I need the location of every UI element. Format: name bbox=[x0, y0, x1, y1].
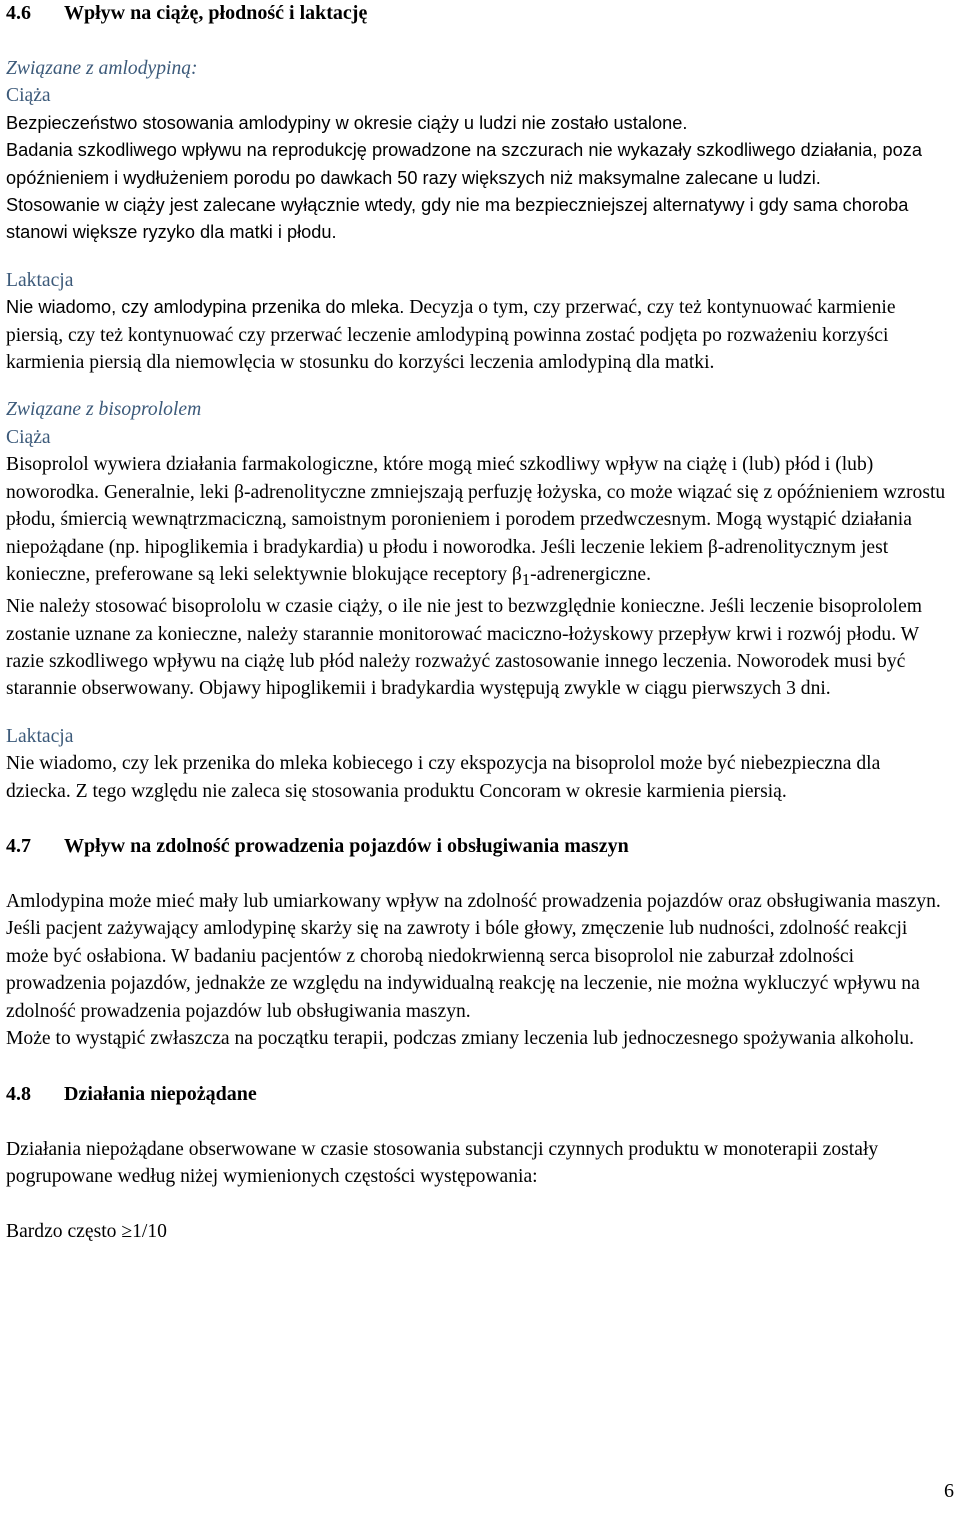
beta-subscript: 1 bbox=[521, 569, 531, 589]
amlodipine-lactation-text-b: Decyzja o tym, czy przerwać, czy też kontynuować karmienie piersią, czy też kontynuować czy przerwać leczenie amlodypiną powinna zostać podjęta po rozważeniu korzyści karmienia piersią dla niemowlęcia w stosunku do korzyści leczenia amlodypiną dla matki. bbox=[6, 297, 896, 374]
amlodipine-pregnancy-text-1: Bezpieczeństwo stosowania amlodypiny w okresie ciąży u ludzi nie zostało ustalone. bbox=[6, 112, 688, 133]
bisoprolol-pregnancy-text-b: -adrenergiczne. bbox=[530, 563, 652, 585]
section-4-7-text-2: Może to wystąpić zwłaszcza na początku terapii, podczas zmiany leczenia lub jednoczesnego spożywania alkoholu. bbox=[6, 1028, 915, 1050]
amlodipine-subheading: Związane z amlodypiną: bbox=[6, 58, 198, 79]
page-number: 6 bbox=[944, 1480, 954, 1502]
amlodipine-pregnancy-label: Ciąża bbox=[6, 85, 51, 107]
section-number: 4.6 bbox=[6, 2, 31, 24]
section-4-8-text-1: Działania niepożądane obserwowane w czasie stosowania substancji czynnych produktu w monoterapii zostały pogrupowane według niżej wymienionych częstości występowania: bbox=[6, 1138, 879, 1187]
section-number: 4.8 bbox=[6, 1082, 31, 1105]
bisoprolol-pregnancy-label: Ciąża bbox=[6, 426, 51, 448]
amlodipine-lactation-label: Laktacja bbox=[6, 269, 74, 291]
section-heading-4-7 bbox=[6, 833, 946, 860]
section-heading-4-6 bbox=[6, 0, 946, 27]
amlodipine-lactation-text bbox=[6, 294, 946, 376]
bisoprolol-lactation-label: Laktacja bbox=[6, 725, 74, 747]
amlodipine-pregnancy-text-3: Stosowanie w ciąży jest zalecane wyłącznie wtedy, gdy nie ma bezpieczniejszej alternatywy i gdy sama choroba stanowi większe ryzyko dla matki i płodu. bbox=[6, 195, 909, 243]
section-heading-4-8 bbox=[6, 1081, 946, 1108]
section-title: Wpływ na zdolność prowadzenia pojazdów i obsługiwania maszyn bbox=[64, 835, 629, 858]
amlodipine-lactation-text-a: Nie wiadomo, czy amlodypina przenika do mleka. bbox=[6, 297, 405, 318]
section-title: Wpływ na ciążę, płodność i laktację bbox=[64, 2, 368, 24]
bisoprolol-pregnancy-text-a: Bisoprolol wywiera działania farmakologiczne, które mogą mieć szkodliwy wpływ na ciążę i (lub) płód i (lub) noworodka. Generalnie, leki β-adrenolityczne zmniejszają perfuzję łożyska, co może wiązać się z opóźnieniem wzrostu płodu, śmiercią wewnątrzmaciczną, samoistnym poronieniem i porodem przedwczesnym. Mogą wystąpić działania niepożądane (np. hipoglikemia i bradykardia) u płodu i noworodka. Jeśli leczenie lekiem β-adrenolitycznym jest konieczne, preferowane są leki selektywnie blokujące receptory β bbox=[6, 454, 946, 585]
section-4-7-text-1: Amlodypina może mieć mały lub umiarkowany wpływ na zdolność prowadzenia pojazdów oraz obsługiwania maszyn. Jeśli pacjent zażywający amlodypinę skarży się na zawroty i bóle głowy, zmęczenie lub nudności, zdolność reakcji może być osłabiona. W badaniu pacjentów z chorobą niedokrwienną serca bisoprolol nie zaburzał zdolności prowadzenia pojazdów, jednakże ze względu na indywidualną reakcję na leczenie, nie można wykluczyć wpływu na zdolność prowadzenia pojazdów lub obsługiwania maszyn. bbox=[6, 891, 941, 1022]
amlodipine-pregnancy-text-2: Badania szkodliwego wpływu na reprodukcję prowadzone na szczurach nie wykazały szkodliwego działania, poza opóźnieniem i wydłużeniem porodu po dawkach 50 razy większych niż maksymalne zalecane u ludzi. bbox=[6, 140, 922, 188]
document-page bbox=[6, 0, 946, 1246]
bisoprolol-subheading: Związane z bisoprololem bbox=[6, 399, 202, 421]
section-number: 4.7 bbox=[6, 835, 31, 858]
frequency-line: Bardzo często ≥1/10 bbox=[6, 1221, 167, 1243]
section-title: Działania niepożądane bbox=[64, 1082, 257, 1105]
bisoprolol-pregnancy-text-1 bbox=[6, 451, 946, 593]
bisoprolol-pregnancy-text-2: Nie należy stosować bisoprololu w czasie ciąży, o ile nie jest to bezwzględnie konieczne. Jeśli leczenie bisoprololem zostanie uznane za konieczne, należy starannie monitorować maciczno-łożyskowy przepływ krwi i rozwój płodu. W razie szkodliwego wpływu na ciążę lub płód należy rozważyć zastosowanie innego leczenia. Noworodek musi być starannie obserwowany. Objawy hipoglikemii i bradykardia występują zwykle w ciągu pierwszych 3 dni. bbox=[6, 596, 923, 700]
bisoprolol-lactation-text: Nie wiadomo, czy lek przenika do mleka kobiecego i czy ekspozycja na bisoprolol może być niebezpieczna dla dziecka. Z tego względu nie zaleca się stosowania produktu Concoram w okresie karmienia piersią. bbox=[6, 753, 881, 802]
